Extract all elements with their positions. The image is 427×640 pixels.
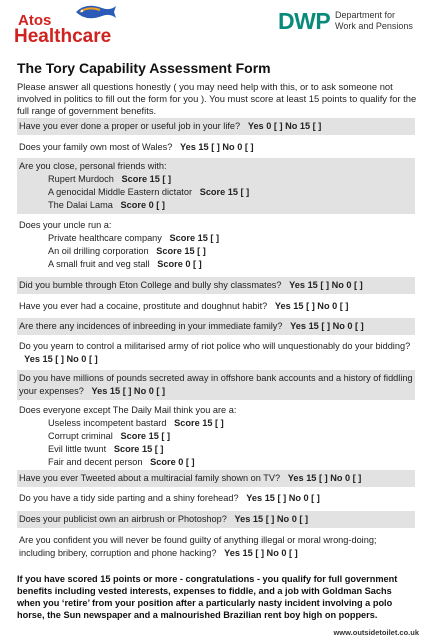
fish-icon <box>72 2 118 22</box>
header <box>0 0 427 52</box>
option-score[interactable]: Score 0 [ ] <box>152 259 202 269</box>
question-score[interactable]: Yes 15 [ ] No 0 [ ] <box>229 514 309 524</box>
question-text: Have you ever Tweeted about a multiracial family shown on TV? <box>19 473 281 483</box>
dwp-word: DWP <box>278 8 331 34</box>
question-score[interactable]: Yes 15 [ ] No 0 [ ] <box>285 321 364 331</box>
option-row <box>19 430 413 443</box>
question-text: Have you ever had a cocaine, prostitute and doughnut habit? <box>19 301 268 311</box>
option-score[interactable]: Score 15 [ ] <box>151 246 206 256</box>
question-text: Have you ever done a proper or useful job in your life? <box>19 121 241 131</box>
option-text: Rupert Murdoch <box>48 174 114 184</box>
question-row <box>17 118 415 135</box>
question-score[interactable]: Yes 15 [ ] No 0 [ ] <box>284 280 363 290</box>
question-row <box>17 217 415 273</box>
question-text: Does your publicist own an airbrush or Photoshop? <box>19 514 227 524</box>
question-row <box>17 511 415 528</box>
question-score[interactable]: Yes 15 [ ] No 0 [ ] <box>282 473 362 483</box>
question-score[interactable]: Yes 15 [ ] No 0 [ ] <box>19 354 98 364</box>
question-text: Did you bumble through Eton College and bully shy classmates? <box>19 280 282 290</box>
option-row <box>19 258 413 271</box>
option-text: Useless incompetent bastard <box>48 418 167 428</box>
option-text: Evil little twunt <box>48 444 107 454</box>
option-row <box>19 186 413 199</box>
question-score[interactable]: Yes 15 [ ] No 0 [ ] <box>269 301 349 311</box>
question-row <box>17 490 415 507</box>
healthcare-word: Healthcare <box>14 26 112 47</box>
option-text: A small fruit and veg stall <box>48 259 150 269</box>
question-row <box>17 277 415 294</box>
option-row <box>19 245 413 258</box>
option-row <box>19 173 413 186</box>
question-text: Does everyone except The Daily Mail think you are a: <box>19 405 237 415</box>
source-url[interactable]: www.outsidetoilet.co.uk <box>333 628 419 637</box>
question-text: Does your family own most of Wales? <box>19 142 173 152</box>
option-row <box>19 199 413 212</box>
option-row <box>19 456 413 469</box>
intro-text: Please answer all questions honestly ( you may need help with this, or to ask someone not involved in politics to fill out the form for you ). You must score at least 15 points to qualify for the full range of government benefits. <box>17 81 417 116</box>
question-row <box>17 370 415 400</box>
question-row <box>17 402 415 471</box>
question-row <box>17 139 415 156</box>
question-score[interactable]: Yes 15 [ ] No 0 [ ] <box>86 386 166 396</box>
question-row <box>17 338 415 368</box>
option-text: The Dalai Lama <box>48 200 113 210</box>
option-score[interactable]: Score 0 [ ] <box>115 200 165 210</box>
option-text: An oil drilling corporation <box>48 246 149 256</box>
option-text: Private healthcare company <box>48 233 162 243</box>
question-score[interactable]: Yes 0 [ ] No 15 [ ] <box>242 121 322 131</box>
option-row <box>19 443 413 456</box>
question-text: Are there any incidences of inbreeding in your immediate family? <box>19 321 283 331</box>
dwp-sub-line1: Department for <box>335 10 396 20</box>
question-score[interactable]: Yes 15 [ ] No 0 [ ] <box>174 142 254 152</box>
option-text: Corrupt criminal <box>48 431 113 441</box>
option-score[interactable]: Score 15 [ ] <box>116 174 172 184</box>
atos-word: Atos <box>18 12 52 29</box>
question-row <box>17 532 415 562</box>
question-row <box>17 158 415 214</box>
question-score[interactable]: Yes 15 [ ] No 0 [ ] <box>219 548 298 558</box>
option-score[interactable]: Score 15 [ ] <box>194 187 250 197</box>
option-score[interactable]: Score 15 [ ] <box>164 233 220 243</box>
footer-text: If you have scored 15 points or more - congratulations - you qualify for full government benefits including vested interests, expenses to fiddle, and a job with Goldman Sachs when you ‘retire’ from your position after a particularly nasty incident involving a polo horse, the Sun newspaper and a malnourished Brazilian rent boy high on poppers. <box>17 574 398 620</box>
atos-healthcare-logo <box>14 6 144 50</box>
dwp-department-name <box>335 10 425 32</box>
question-text: Are you confident you will never be found guilty of anything illegal or moral wrong-doing; including bribery, corruption and phone hacking? <box>19 535 377 558</box>
form-title: The Tory Capability Assessment Form <box>17 60 271 76</box>
question-row <box>17 318 415 335</box>
question-row <box>17 470 415 487</box>
option-row <box>19 417 413 430</box>
option-text: Fair and decent person <box>48 457 143 467</box>
option-row <box>19 232 413 245</box>
option-text: A genocidal Middle Eastern dictator <box>48 187 193 197</box>
question-score[interactable]: Yes 15 [ ] No 0 [ ] <box>241 493 320 503</box>
option-score[interactable]: Score 15 [ ] <box>115 431 171 441</box>
question-row <box>17 298 415 315</box>
dwp-logo <box>278 8 418 48</box>
question-text: Are you close, personal friends with: <box>19 161 167 171</box>
dwp-sub-line2: Work and Pensions <box>335 21 413 31</box>
question-text: Do you yearn to control a militarised army of riot police who will unquestionably do your bidding? <box>19 341 411 351</box>
option-score[interactable]: Score 0 [ ] <box>145 457 195 467</box>
question-text: Does your uncle run a: <box>19 220 112 230</box>
question-text: Do you have a tidy side parting and a shiny forehead? <box>19 493 239 503</box>
option-score[interactable]: Score 15 [ ] <box>169 418 224 428</box>
option-score[interactable]: Score 15 [ ] <box>108 444 164 454</box>
question-text: Do you have millions of pounds secreted away in offshore bank accounts and a history of fiddling your expenses? <box>19 373 413 396</box>
